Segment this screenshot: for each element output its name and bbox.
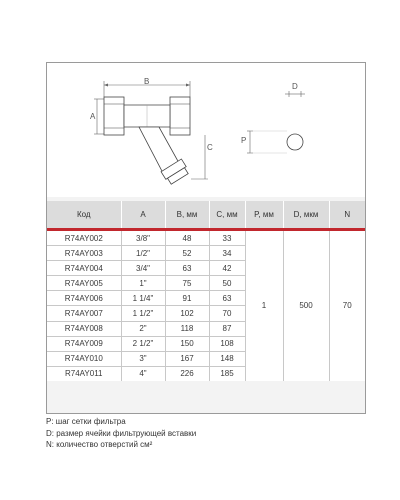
header-a: A bbox=[121, 201, 165, 230]
cell-b: 167 bbox=[165, 351, 209, 366]
dimension-c-label: C bbox=[207, 143, 213, 152]
dimension-d-label: D bbox=[292, 82, 298, 91]
cell-code: R74AY007 bbox=[47, 306, 121, 321]
cell-a: 3/8" bbox=[121, 230, 165, 246]
header-d: D, мкм bbox=[283, 201, 329, 230]
cell-a: 3/4" bbox=[121, 261, 165, 276]
cell-b: 63 bbox=[165, 261, 209, 276]
cell-c: 33 bbox=[209, 230, 245, 246]
cell-code: R74AY006 bbox=[47, 291, 121, 306]
header-p: P, мм bbox=[245, 201, 283, 230]
table-row bbox=[47, 230, 365, 246]
cell-a: 1 1/2" bbox=[121, 306, 165, 321]
cell-code: R74AY010 bbox=[47, 351, 121, 366]
table-header-row bbox=[47, 201, 365, 230]
cell-a: 2" bbox=[121, 321, 165, 336]
cell-b: 102 bbox=[165, 306, 209, 321]
dimension-a-label: A bbox=[90, 112, 96, 121]
cell-c: 50 bbox=[209, 276, 245, 291]
spec-panel bbox=[46, 62, 366, 414]
cell-c: 148 bbox=[209, 351, 245, 366]
y-strainer-drawing bbox=[47, 63, 365, 197]
cell-b: 118 bbox=[165, 321, 209, 336]
cell-a: 1" bbox=[121, 276, 165, 291]
dimension-p-label: P bbox=[241, 136, 247, 145]
cell-code: R74AY005 bbox=[47, 276, 121, 291]
header-code: Код bbox=[47, 201, 121, 230]
cell-c: 108 bbox=[209, 336, 245, 351]
dimension-b-label: B bbox=[144, 77, 150, 86]
cell-b: 226 bbox=[165, 366, 209, 381]
spec-table bbox=[47, 201, 365, 381]
cell-a: 1/2" bbox=[121, 246, 165, 261]
cell-a: 1 1/4" bbox=[121, 291, 165, 306]
cell-code: R74AY008 bbox=[47, 321, 121, 336]
cell-code: R74AY011 bbox=[47, 366, 121, 381]
cell-c: 63 bbox=[209, 291, 245, 306]
cell-code: R74AY004 bbox=[47, 261, 121, 276]
cell-b: 52 bbox=[165, 246, 209, 261]
cell-a: 4" bbox=[121, 366, 165, 381]
technical-drawing bbox=[47, 63, 365, 197]
header-b: B, мм bbox=[165, 201, 209, 230]
cell-a: 2 1/2" bbox=[121, 336, 165, 351]
cell-d-common: 500 bbox=[283, 230, 329, 381]
cell-code: R74AY009 bbox=[47, 336, 121, 351]
legend-notes bbox=[46, 416, 196, 451]
note-d: D: размер ячейки фильтрующей вставки bbox=[46, 428, 197, 438]
cell-a: 3" bbox=[121, 351, 165, 366]
cell-b: 75 bbox=[165, 276, 209, 291]
cell-c: 87 bbox=[209, 321, 245, 336]
cell-b: 91 bbox=[165, 291, 209, 306]
cell-n-common: 70 bbox=[329, 230, 365, 381]
header-n: N bbox=[329, 201, 365, 230]
note-p: P: шаг сетки фильтра bbox=[46, 417, 126, 426]
cell-c: 34 bbox=[209, 246, 245, 261]
note-n: N: количество отверстий см² bbox=[46, 440, 153, 449]
cell-b: 150 bbox=[165, 336, 209, 351]
cell-c: 70 bbox=[209, 306, 245, 321]
cell-c: 185 bbox=[209, 366, 245, 381]
cell-code: R74AY003 bbox=[47, 246, 121, 261]
cell-c: 42 bbox=[209, 261, 245, 276]
header-c: C, мм bbox=[209, 201, 245, 230]
cell-code: R74AY002 bbox=[47, 230, 121, 246]
cell-b: 48 bbox=[165, 230, 209, 246]
cell-p-common: 1 bbox=[245, 230, 283, 381]
